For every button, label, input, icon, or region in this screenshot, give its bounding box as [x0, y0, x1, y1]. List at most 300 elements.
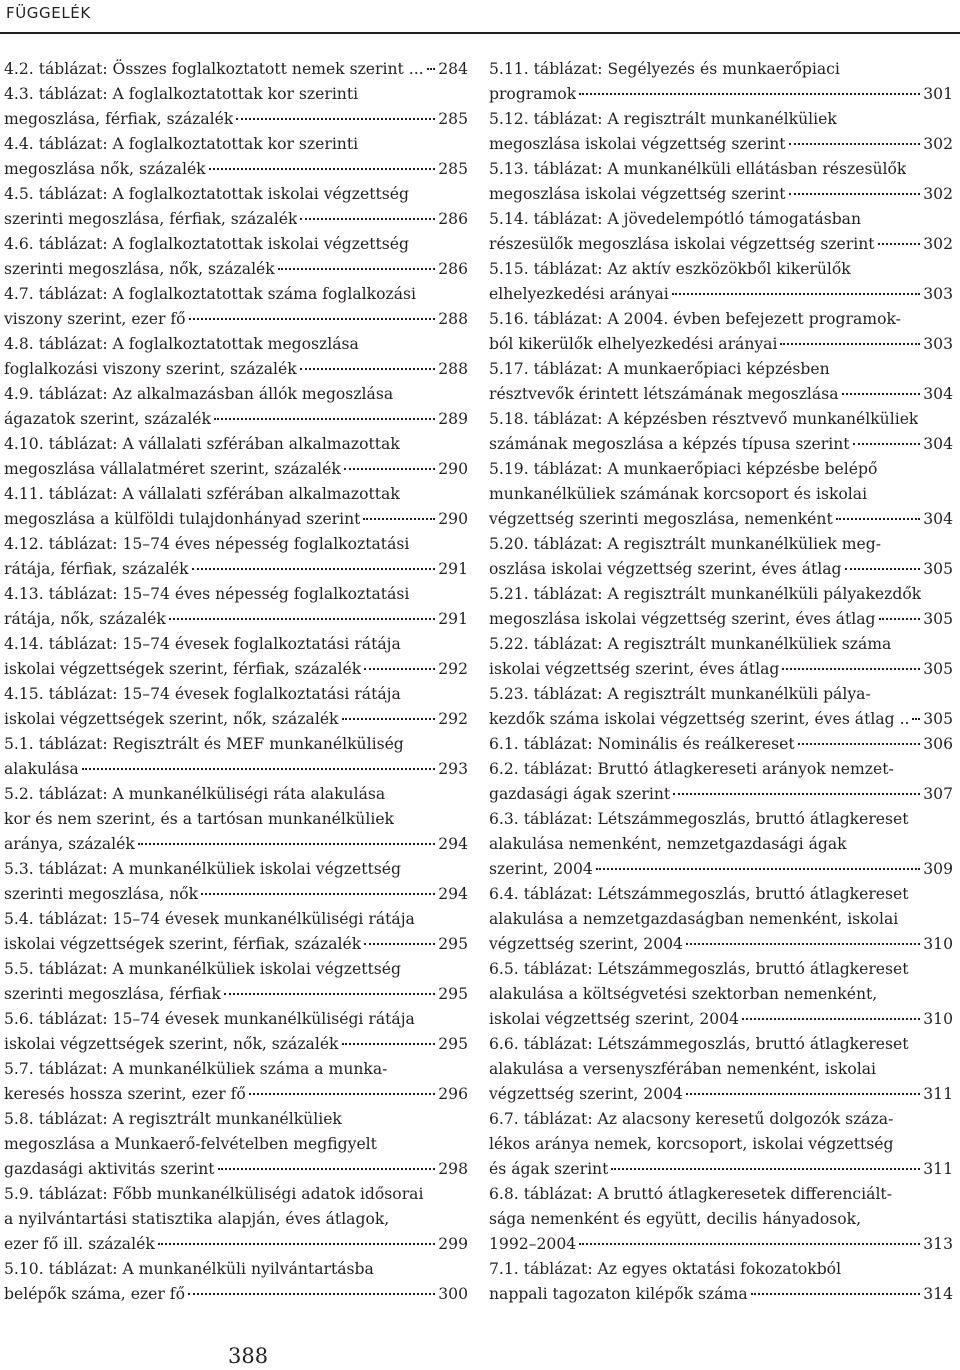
dot-leader	[779, 672, 923, 674]
toc-page-number: 302	[923, 185, 953, 203]
toc-page-number: 285	[438, 160, 468, 178]
toc-entry-line	[489, 307, 953, 332]
toc-entry-line	[489, 107, 953, 132]
toc-entry-text: aránya, százalék	[4, 835, 135, 853]
toc-page-number: 304	[923, 510, 953, 528]
toc-entry-text: szerinti megoszlása, férfiak	[4, 985, 221, 1003]
toc-entry-text: nappali tagozaton kilépők száma	[489, 1285, 748, 1303]
toc-entry-line	[4, 732, 468, 757]
dot-leader	[339, 1047, 439, 1049]
toc-entry[interactable]	[4, 1007, 468, 1057]
toc-entry-line	[489, 932, 953, 957]
toc-entry-text: 5.7. táblázat: A munkanélküliek száma a munka-	[4, 1060, 388, 1078]
toc-entry[interactable]	[489, 307, 953, 357]
toc-entry-line	[489, 982, 953, 1007]
dot-leader	[424, 72, 439, 74]
toc-page-number: 307	[923, 785, 953, 803]
dot-leader	[683, 947, 923, 949]
toc-entry-line	[489, 357, 953, 382]
toc-entry[interactable]	[489, 407, 953, 457]
toc-entry-text: alakulása nemenként, nemzetgazdasági ágak	[489, 835, 847, 853]
toc-page-number: 311	[923, 1085, 953, 1103]
toc-entry[interactable]	[489, 1032, 953, 1107]
dot-leader	[669, 297, 923, 299]
toc-page-number: 293	[438, 760, 468, 778]
toc-entry-text: lékos aránya nemek, korcsoport, iskolai végzettség	[489, 1135, 894, 1153]
toc-entry[interactable]	[4, 732, 468, 782]
toc-entry-line	[4, 957, 468, 982]
toc-entry-text: megoszlása iskolai végzettség szerint, éves átlag	[489, 610, 876, 628]
toc-entry-line	[4, 232, 468, 257]
dot-leader	[748, 1297, 924, 1299]
toc-entry[interactable]	[4, 682, 468, 732]
toc-entry[interactable]	[489, 632, 953, 682]
toc-entry-text: rátája, nők, százalék	[4, 610, 166, 628]
toc-entry-text: végzettség szerinti megoszlása, nemenként	[489, 510, 833, 528]
toc-entry-text: 4.10. táblázat: A vállalati szférában alkalmazottak	[4, 435, 400, 453]
dot-leader	[297, 372, 439, 374]
toc-entry-text: 5.11. táblázat: Segélyezés és munkaerőpiaci	[489, 60, 840, 78]
toc-entry-text: rátája, férfiak, százalék	[4, 560, 189, 578]
toc-page-number: 306	[923, 735, 953, 753]
toc-entry-text: sága nemenként és együtt, decilis hányadosok,	[489, 1210, 862, 1228]
toc-page-number: 289	[438, 410, 468, 428]
toc-entry-line	[4, 707, 468, 732]
toc-entry-line	[4, 457, 468, 482]
toc-entry-line	[4, 207, 468, 232]
toc-entry-line	[4, 882, 468, 907]
toc-entry-text: megoszlása nők, százalék	[4, 160, 206, 178]
toc-entry[interactable]	[4, 182, 468, 232]
toc-entry[interactable]	[489, 157, 953, 207]
toc-entry[interactable]	[489, 107, 953, 157]
toc-entry[interactable]	[4, 1057, 468, 1107]
toc-entry-line	[489, 832, 953, 857]
dot-leader	[186, 322, 439, 324]
dot-leader	[786, 197, 924, 199]
toc-entry-line	[489, 82, 953, 107]
toc-entry-line	[4, 257, 468, 282]
dot-leader	[850, 447, 924, 449]
dot-leader	[683, 1097, 923, 1099]
toc-entry-text: iskolai végzettség szerint, 2004	[489, 1010, 740, 1028]
toc-entry-line	[489, 857, 953, 882]
toc-entry-line	[489, 1057, 953, 1082]
toc-entry-text: alakulása a költségvetési szektorban nemenként,	[489, 985, 878, 1003]
toc-entry-text: 5.20. táblázat: A regisztrált munkanélküliek meg-	[489, 535, 882, 553]
toc-entry-line	[4, 1107, 468, 1132]
dot-leader	[246, 1097, 438, 1099]
toc-page-number: 285	[438, 110, 468, 128]
toc-entry[interactable]	[489, 682, 953, 732]
toc-entry-line	[489, 1132, 953, 1157]
toc-entry[interactable]	[4, 432, 468, 482]
toc-entry[interactable]	[489, 807, 953, 882]
toc-entry-line	[4, 1232, 468, 1257]
toc-page-number: 299	[438, 1235, 468, 1253]
toc-entry-line	[489, 432, 953, 457]
toc-entry[interactable]	[489, 257, 953, 307]
toc-entry-text: 4.13. táblázat: 15–74 éves népesség foglalkoztatási	[4, 585, 410, 603]
toc-entry-line	[489, 1207, 953, 1232]
toc-page-number: 305	[923, 660, 953, 678]
toc-entry[interactable]	[4, 1182, 468, 1257]
toc-entry-text: 4.4. táblázat: A foglalkoztatottak kor szerinti	[4, 135, 359, 153]
dot-leader	[198, 897, 438, 899]
toc-entry-text: ezer fő ill. százalék	[4, 1235, 155, 1253]
toc-page-number: 290	[438, 460, 468, 478]
toc-entry-line	[4, 407, 468, 432]
toc-entry-text: 4.15. táblázat: 15–74 évesek foglalkoztatási rátája	[4, 685, 401, 703]
toc-entry-text: programok	[489, 85, 577, 103]
toc-entry[interactable]	[4, 132, 468, 182]
toc-entry-text: 5.4. táblázat: 15–74 évesek munkanélküliségi rátája	[4, 910, 415, 928]
page-header	[0, 0, 960, 34]
toc-entry-text: foglalkozási viszony szerint, százalék	[4, 360, 297, 378]
dot-leader	[786, 147, 924, 149]
toc-page-number: 292	[438, 660, 468, 678]
toc-entry-line	[489, 882, 953, 907]
toc-entry-line	[4, 1257, 468, 1282]
toc-entry-text: 6.2. táblázat: Bruttó átlagkereseti arányok nemzet-	[489, 760, 894, 778]
toc-entry-text: szerinti megoszlása, férfiak, százalék	[4, 210, 298, 228]
toc-entry-text: 5.21. táblázat: A regisztrált munkanélküli pályakezdők	[489, 585, 922, 603]
toc-page-number: 310	[923, 935, 953, 953]
toc-entry[interactable]	[4, 232, 468, 282]
toc-entry-text: a nyilvántartási statisztika alapján, éves átlagok,	[4, 1210, 390, 1228]
toc-entry-line	[4, 332, 468, 357]
toc-entry-text: 5.5. táblázat: A munkanélküliek iskolai végzettség	[4, 960, 401, 978]
dot-leader	[297, 222, 438, 224]
toc-entry[interactable]	[489, 1107, 953, 1182]
dot-leader	[166, 622, 438, 624]
toc-entry-text: 7.1. táblázat: Az egyes oktatási fokozatokból	[489, 1260, 842, 1278]
toc-entry-text: oszlása iskolai végzettség szerint, éves átlag	[489, 560, 842, 578]
toc-page-number: 305	[923, 560, 953, 578]
toc-entry-line	[489, 907, 953, 932]
toc-entry-line	[489, 207, 953, 232]
toc-entry-text: részesülők megoszlása iskolai végzettség szerint	[489, 235, 875, 253]
toc-entry-line	[489, 282, 953, 307]
toc-entry-text: megoszlása a külföldi tulajdonhányad szerint	[4, 510, 361, 528]
toc-entry-line	[489, 507, 953, 532]
toc-page-number: 291	[438, 610, 468, 628]
toc-entry-line	[489, 757, 953, 782]
dot-leader	[576, 97, 923, 99]
toc-entry[interactable]	[4, 382, 468, 432]
toc-entry[interactable]	[489, 207, 953, 257]
toc-entry[interactable]	[489, 532, 953, 582]
toc-entry-line	[4, 1207, 468, 1232]
toc-entry[interactable]	[489, 357, 953, 407]
toc-entry[interactable]	[4, 582, 468, 632]
toc-entry-text: 5.6. táblázat: 15–74 évesek munkanélküliségi rátája	[4, 1010, 415, 1028]
toc-page-number: 305	[923, 710, 953, 728]
toc-entry-text: iskolai végzettségek szerint, nők, százalék	[4, 1035, 339, 1053]
toc-entry-line	[489, 407, 953, 432]
toc-entry-text: végzettség szerint, 2004	[489, 935, 683, 953]
toc-entry-text: számának megoszlása a képzés típusa szerint	[489, 435, 850, 453]
dot-leader	[842, 572, 924, 574]
toc-entry[interactable]	[4, 1257, 468, 1307]
toc-entry-text: megoszlása, férfiak, százalék	[4, 110, 234, 128]
toc-entry-line	[489, 157, 953, 182]
toc-entry-text: gazdasági ágak szerint	[489, 785, 671, 803]
toc-entry[interactable]	[4, 282, 468, 332]
toc-entry-line	[489, 632, 953, 657]
toc-entry-line	[489, 1282, 953, 1307]
toc-entry[interactable]	[489, 882, 953, 957]
dot-leader	[79, 772, 439, 774]
dot-leader	[215, 1172, 439, 1174]
toc-entry-line	[4, 507, 468, 532]
toc-entry-line	[4, 282, 468, 307]
toc-entry-text: 6.5. táblázat: Létszámmegoszlás, bruttó átlagkereset	[489, 960, 909, 978]
toc-entry-text: 6.8. táblázat: A bruttó átlagkeresetek differenciált-	[489, 1185, 892, 1203]
toc-entry-line	[489, 957, 953, 982]
toc-entry[interactable]	[489, 457, 953, 532]
toc-entry[interactable]	[4, 782, 468, 857]
toc-page-number: 311	[923, 1160, 953, 1178]
toc-entry-line	[4, 857, 468, 882]
toc-entry-line	[489, 657, 953, 682]
toc-page-number: 298	[438, 1160, 468, 1178]
toc-entry-line	[4, 107, 468, 132]
toc-entry-line	[489, 1257, 953, 1282]
toc-page-number: 305	[923, 610, 953, 628]
dot-leader	[206, 172, 439, 174]
toc-entry-text: 5.9. táblázat: Főbb munkanélküliségi adatok idősorai	[4, 1185, 424, 1203]
toc-entry-text: ágazatok szerint, százalék	[4, 410, 211, 428]
toc-entry[interactable]	[4, 482, 468, 532]
toc-page-number: 294	[438, 835, 468, 853]
toc-entry-line	[4, 657, 468, 682]
toc-entry-text: 4.9. táblázat: Az alkalmazásban állók megoszlása	[4, 385, 394, 403]
toc-entry-text: 1992–2004	[489, 1235, 577, 1253]
toc-entry-line	[489, 1007, 953, 1032]
toc-entry-line	[489, 1107, 953, 1132]
toc-entry-text: 5.10. táblázat: A munkanélküli nyilvántartásba	[4, 1260, 374, 1278]
toc-entry-line	[4, 82, 468, 107]
toc-entry-text: 6.1. táblázat: Nominális és reálkereset	[489, 735, 795, 753]
toc-entry-line	[489, 57, 953, 82]
toc-entry-line	[4, 57, 468, 82]
toc-entry-text: 5.1. táblázat: Regisztrált és MEF munkanélküliség	[4, 735, 404, 753]
dot-leader	[608, 1172, 923, 1174]
toc-page-number: 303	[923, 285, 953, 303]
toc-column-right	[489, 57, 953, 1307]
toc-entry-line	[4, 482, 468, 507]
toc-entry-text: 5.18. táblázat: A képzésben résztvevő munkanélküliek	[489, 410, 919, 428]
dot-leader	[361, 672, 438, 674]
toc-page-number: 313	[923, 1235, 953, 1253]
toc-page-number: 314	[923, 1285, 953, 1303]
toc-entry-line	[4, 757, 468, 782]
toc-entry[interactable]	[4, 57, 468, 82]
toc-page-number: 304	[923, 385, 953, 403]
toc-entry-text: 4.11. táblázat: A vállalati szférában alkalmazottak	[4, 485, 400, 503]
toc-entry-line	[489, 1232, 953, 1257]
dot-leader	[135, 847, 438, 849]
toc-entry-text: megoszlása iskolai végzettség szerint	[489, 185, 786, 203]
toc-entry-text: 5.19. táblázat: A munkaerőpiaci képzésbe belépő	[489, 460, 878, 478]
toc-entry[interactable]	[4, 857, 468, 907]
toc-entry-line	[489, 732, 953, 757]
toc-entry-line	[4, 807, 468, 832]
toc-entry-line	[489, 1082, 953, 1107]
toc-entry-line	[4, 907, 468, 932]
header-rule	[0, 32, 960, 34]
toc-entry-line	[489, 382, 953, 407]
dot-leader	[875, 247, 924, 249]
toc-entry-line	[4, 357, 468, 382]
toc-entry-text: 5.13. táblázat: A munkanélküli ellátásban részesülők	[489, 160, 907, 178]
toc-entry-line	[4, 432, 468, 457]
toc-entry-line	[4, 132, 468, 157]
toc-entry-line	[489, 1032, 953, 1057]
toc-page-number: 309	[923, 860, 953, 878]
toc-entry-line	[4, 382, 468, 407]
toc-entry-text: 5.2. táblázat: A munkanélküliségi ráta alakulása	[4, 785, 386, 803]
toc-entry-line	[489, 132, 953, 157]
page-number: 388	[228, 1344, 269, 1368]
toc-page-number: 295	[438, 1035, 468, 1053]
toc-entry[interactable]	[489, 582, 953, 632]
toc-entry-line	[4, 1282, 468, 1307]
dot-leader	[839, 397, 924, 399]
toc-entry[interactable]	[489, 732, 953, 757]
toc-entry-line	[489, 782, 953, 807]
dot-leader	[189, 572, 439, 574]
toc-entry-text: iskolai végzettségek szerint, férfiak, százalék	[4, 660, 362, 678]
dot-leader	[339, 722, 439, 724]
toc-entry-text: megoszlása vállalatméret szerint, százalék	[4, 460, 341, 478]
toc-entry-text: kor és nem szerint, és a tartósan munkanélküliek	[4, 810, 394, 828]
dot-leader	[576, 1247, 923, 1249]
dot-leader	[593, 872, 923, 874]
toc-entry[interactable]	[4, 632, 468, 682]
toc-entry-line	[4, 582, 468, 607]
toc-entry-line	[4, 1007, 468, 1032]
dot-leader	[876, 622, 924, 624]
toc-entry-text: elhelyezkedési arányai	[489, 285, 669, 303]
toc-page-number: 302	[923, 135, 953, 153]
toc-entry-line	[4, 782, 468, 807]
toc-entry-line	[489, 332, 953, 357]
toc-entry-text: szerinti megoszlása, nők, százalék	[4, 260, 275, 278]
toc-entry-line	[4, 1132, 468, 1157]
toc-entry-line	[489, 257, 953, 282]
toc-entry-line	[4, 307, 468, 332]
toc-entry-text: 5.16. táblázat: A 2004. évben befejezett programok-	[489, 310, 901, 328]
toc-entry-line	[4, 982, 468, 1007]
toc-entry-text: 5.23. táblázat: A regisztrált munkanélküli pálya-	[489, 685, 871, 703]
dot-leader	[833, 522, 924, 524]
toc-entry-line	[4, 1082, 468, 1107]
toc-entry-text: keresés hossza szerint, ezer fő	[4, 1085, 246, 1103]
dot-leader	[909, 722, 923, 724]
toc-entry-text: alakulása	[4, 760, 79, 778]
toc-entry-text: 6.4. táblázat: Létszámmegoszlás, bruttó átlagkereset	[489, 885, 909, 903]
toc-page-number: 288	[438, 360, 468, 378]
toc-entry-line	[489, 582, 953, 607]
toc-entry-line	[489, 1157, 953, 1182]
dot-leader	[185, 1297, 438, 1299]
toc-entry-line	[489, 807, 953, 832]
toc-entry-text: 4.3. táblázat: A foglalkoztatottak kor szerinti	[4, 85, 359, 103]
toc-entry-line	[4, 932, 468, 957]
toc-entry-text: ból kikerülők elhelyezkedési arányai	[489, 335, 778, 353]
toc-entry-line	[4, 1057, 468, 1082]
toc-entry[interactable]	[489, 757, 953, 807]
toc-entry-text: 4.5. táblázat: A foglalkoztatottak iskolai végzettség	[4, 185, 409, 203]
toc-entry-text: megoszlása a Munkaerő-felvételben megfigyelt	[4, 1135, 377, 1153]
toc-entry-line	[4, 532, 468, 557]
toc-entry-text: 6.6. táblázat: Létszámmegoszlás, bruttó átlagkereset	[489, 1035, 909, 1053]
toc-entry-line	[4, 607, 468, 632]
toc-entry-text: 4.7. táblázat: A foglalkoztatottak száma foglalkozási	[4, 285, 416, 303]
toc-entry-text: iskolai végzettségek szerint, férfiak, százalék	[4, 935, 362, 953]
toc-page-number: 288	[438, 310, 468, 328]
toc-entry-line	[4, 182, 468, 207]
dot-leader	[211, 422, 438, 424]
dot-leader	[221, 997, 438, 999]
toc-entry-text: 5.22. táblázat: A regisztrált munkanélküliek száma	[489, 635, 892, 653]
toc-entry-text: 6.3. táblázat: Létszámmegoszlás, bruttó átlagkereset	[489, 810, 909, 828]
toc-entry[interactable]	[4, 532, 468, 582]
toc-page-number: 291	[438, 560, 468, 578]
dot-leader	[360, 522, 438, 524]
dot-leader	[341, 472, 438, 474]
toc-entry-text: kezdők száma iskolai végzettség szerint, éves átlag ..	[489, 710, 910, 728]
toc-entry[interactable]	[4, 82, 468, 132]
toc-entry-line	[4, 682, 468, 707]
toc-page-number: 286	[438, 260, 468, 278]
toc-page-number: 292	[438, 710, 468, 728]
toc-entry-text: megoszlása iskolai végzettség szerint	[489, 135, 786, 153]
toc-entry[interactable]	[489, 1182, 953, 1257]
toc-entry[interactable]	[4, 957, 468, 1007]
toc-page-number: 310	[923, 1010, 953, 1028]
toc-entry[interactable]	[489, 1257, 953, 1307]
toc-entry-text: 5.8. táblázat: A regisztrált munkanélküliek	[4, 1110, 342, 1128]
toc-entry-line	[489, 682, 953, 707]
toc-entry-text: iskolai végzettség szerint, éves átlag	[489, 660, 780, 678]
toc-entry-text: gazdasági aktivitás szerint	[4, 1160, 215, 1178]
dot-leader	[739, 1022, 923, 1024]
toc-entry-text: 4.6. táblázat: A foglalkoztatottak iskolai végzettség	[4, 235, 409, 253]
toc-entry-text: szerint, 2004	[489, 860, 593, 878]
toc-entry-text: viszony szerint, ezer fő	[4, 310, 186, 328]
toc-entry-text: 6.7. táblázat: Az alacsony keresetű dolgozók száza-	[489, 1110, 894, 1128]
toc-entry[interactable]	[4, 907, 468, 957]
toc-entry[interactable]	[489, 57, 953, 107]
dot-leader	[233, 122, 438, 124]
toc-page-number: 286	[438, 210, 468, 228]
dot-leader	[361, 947, 438, 949]
toc-entry[interactable]	[489, 957, 953, 1032]
toc-page-number: 295	[438, 935, 468, 953]
dot-leader	[155, 1247, 438, 1249]
toc-page-number: 301	[923, 85, 953, 103]
toc-entry-line	[4, 1032, 468, 1057]
toc-entry[interactable]	[4, 332, 468, 382]
toc-page-number: 302	[923, 235, 953, 253]
toc-entry[interactable]	[4, 1107, 468, 1182]
toc-entry-line	[4, 557, 468, 582]
toc-page-number: 294	[438, 885, 468, 903]
toc-page-number: 300	[438, 1285, 468, 1303]
